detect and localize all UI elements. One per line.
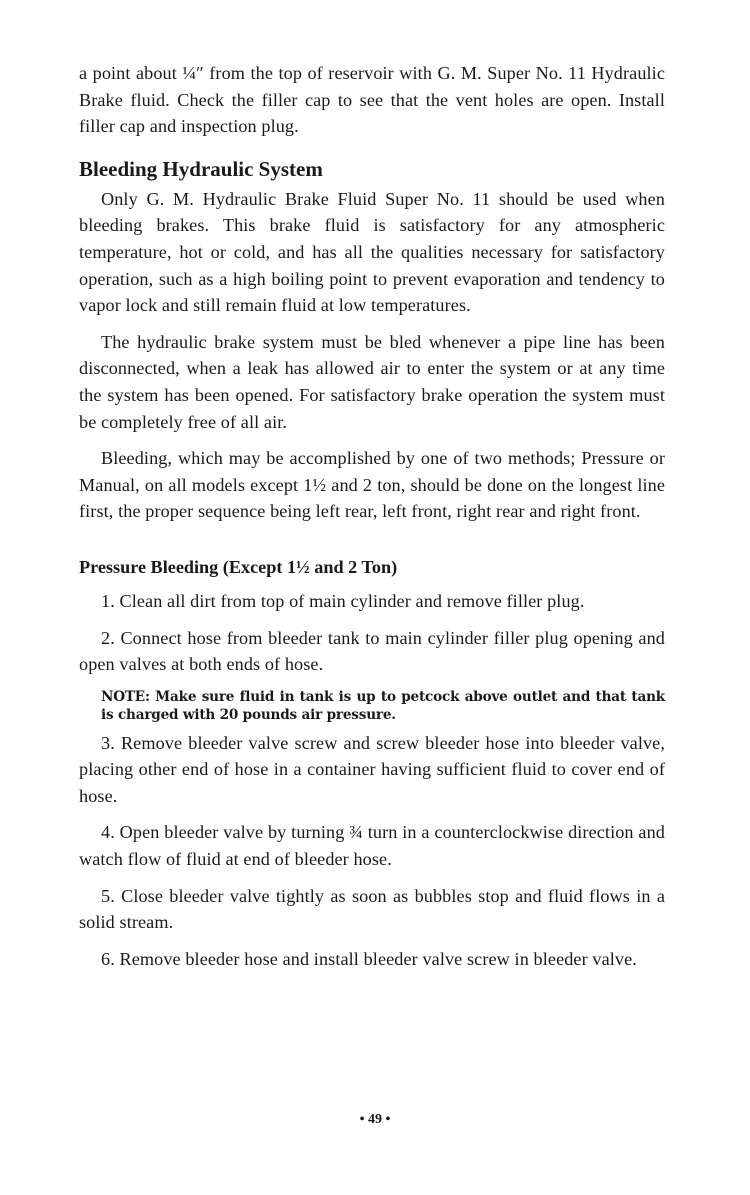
paragraph-bleeding-sequence: Bleeding, which may be accomplished by one of two methods; Pressure or Manual, on all models except 1½ and 2 ton, should be done on the longest line first, the proper sequence being left rear, left front, right rear and right front.	[79, 448, 665, 522]
note-text: NOTE: Make sure fluid in tank is up to petcock above outlet and that tank is charged with 20 pounds air pressure.	[101, 688, 665, 723]
step-4: 4. Open bleeder valve by turning ¾ turn in a counterclockwise direction and watch flow of fluid at end of bleeder hose.	[79, 822, 665, 870]
step-1: 1. Clean all dirt from top of main cylinder and remove filler plug.	[101, 590, 585, 611]
page-number: • 49 •	[359, 1112, 391, 1127]
subsection-heading: Pressure Bleeding (Except 1½ and 2 Ton)	[79, 556, 398, 577]
paragraph-fluid-spec: Only G. M. Hydraulic Brake Fluid Super No. 11 should be used when bleeding brakes. This brake fluid is satisfactory for any atmospheric temperature, hot or cold, and has all the qualities necessary for satisfactory operation, such as a high boiling point to prevent evaporation and tendency to vapor lock and still remain fluid at low temperatures.	[79, 188, 665, 316]
paragraph-when-to-bleed: The hydraulic brake system must be bled whenever a pipe line has been disconnected, when a leak has allowed air to enter the system or at any time the system has been opened. For satisfactory brake operation the system must be completely free of all air.	[79, 331, 665, 432]
page-body	[79, 60, 665, 972]
step-3: 3. Remove bleeder valve screw and screw bleeder hose into bleeder valve, placing other end of hose in a container having sufficient fluid to cover end of hose.	[79, 732, 665, 806]
step-5: 5. Close bleeder valve tightly as soon as bubbles stop and fluid flows in a solid stream.	[79, 885, 665, 933]
intro-paragraph: a point about ¼″ from the top of reservoir with G. M. Super No. 11 Hydraulic Brake fluid. Check the filler cap to see that the vent holes are open. Install filler cap and inspection plug.	[79, 63, 665, 137]
section-heading: Bleeding Hydraulic System	[79, 156, 323, 181]
step-2: 2. Connect hose from bleeder tank to main cylinder filler plug opening and open valves at both ends of hose.	[79, 627, 665, 675]
step-6: 6. Remove bleeder hose and install bleeder valve screw in bleeder valve.	[101, 948, 637, 969]
